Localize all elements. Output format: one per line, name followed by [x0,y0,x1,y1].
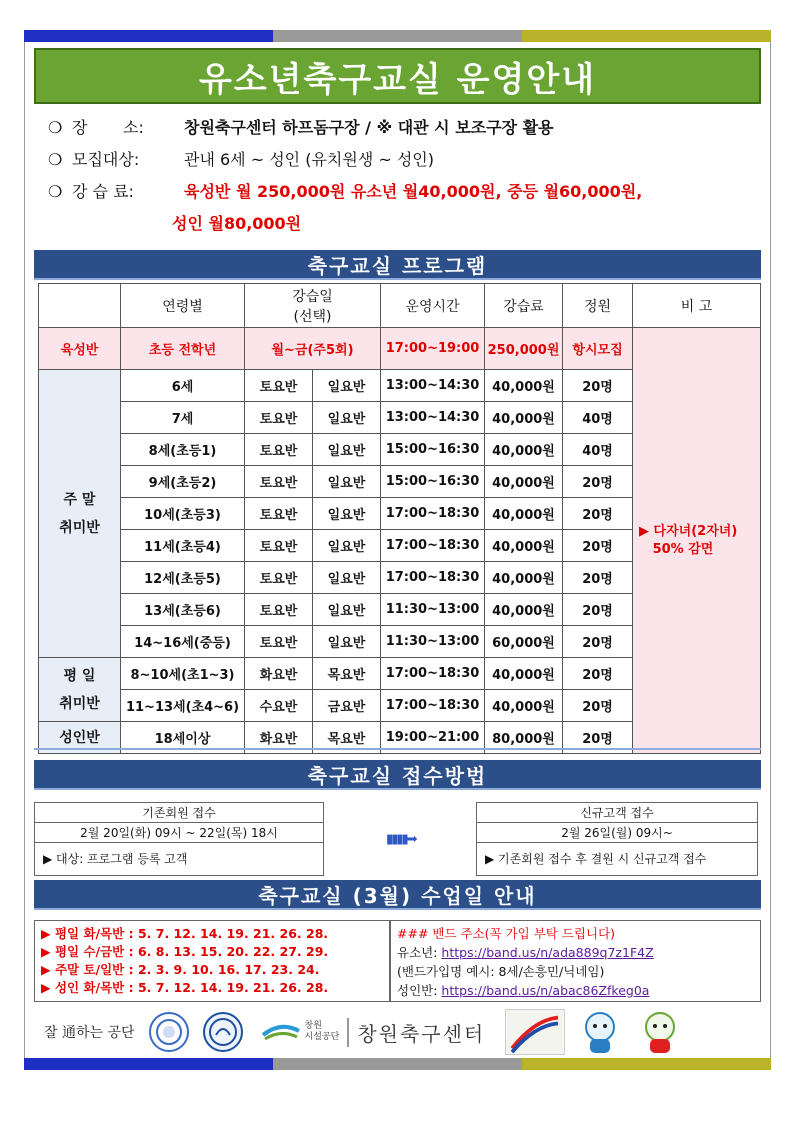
program-table [38,283,761,754]
row-age: 12세(초등5) [121,562,245,594]
bar-blue [24,30,273,42]
band-youth-link[interactable]: https://band.us/n/ada889q7z1F4Z [441,945,654,960]
row-day-a: 토요반 [245,530,313,562]
top-color-bar [24,30,771,42]
program-section-title: 축구교실 프로그램 [307,253,488,278]
bottom-color-bar [24,1058,771,1070]
band-info [390,920,761,1002]
row-time: 19:00~21:00 [381,722,485,754]
weekday-group-label: 평 일 취미반 [39,658,121,722]
existing-member-box [34,802,324,876]
row-day-a: 토요반 [245,466,313,498]
bar-olive [522,30,771,42]
list-item: ▶ 평일 화/목반 : 5. 7. 12. 14. 19. 21. 26. 28. [41,926,329,941]
row-capacity: 20명 [563,594,633,626]
row-day-b: 일요반 [313,466,381,498]
yukseong-group: 육성반 [39,328,121,370]
row-fee: 40,000원 [485,530,563,562]
fee-value-1: 육성반 월 250,000원 유소년 월40,000원, 중등 월60,000원, [184,182,643,201]
row-age: 14~16세(중등) [121,626,245,658]
row-time: 17:00~18:30 [381,690,485,722]
mascot-icon [635,1009,685,1055]
existing-note: ▶ 대상: 프로그램 등록 고객 [43,852,188,866]
row-fee: 80,000원 [485,722,563,754]
bar-blue [24,1058,273,1070]
place-label: 장 소: [72,118,144,137]
header-time: 운영시간 [381,284,485,328]
row-day-b: 목요반 [313,658,381,690]
band-youth-line [397,943,754,962]
bar-olive [522,1058,771,1070]
bullet-icon: ❍ [48,118,63,137]
row-time: 17:00~18:30 [381,530,485,562]
table-header-row [39,284,761,328]
place-value: 창원축구센터 하프돔구장 / ※ 대관 시 보조구장 활용 [184,118,554,137]
yukseong-capacity: 항시모집 [563,328,633,370]
schedule-section-title: 축구교실 (3월) 수업일 안내 [258,883,537,908]
fee-label: 강 습 료: [72,182,134,201]
row-age: 6세 [121,370,245,402]
org-name: 창원축구센터 [347,1018,485,1047]
registration-section-title: 축구교실 접수방법 [307,763,488,788]
header-note: 비 고 [633,284,761,328]
new-customer-box [476,802,758,876]
yukseong-fee: 250,000원 [485,328,563,370]
row-fee: 40,000원 [485,690,563,722]
row-day-a: 토요반 [245,402,313,434]
row-capacity: 20명 [563,722,633,754]
band-youth-label: 유소년: [397,945,442,960]
mascot-icon [575,1009,625,1055]
row-fee: 40,000원 [485,434,563,466]
row-day-b: 일요반 [313,562,381,594]
header-fee: 강습료 [485,284,563,328]
row-time: 13:00~14:30 [381,402,485,434]
row-day-a: 토요반 [245,498,313,530]
row-age: 9세(초등2) [121,466,245,498]
row-capacity: 40명 [563,402,633,434]
yukseong-time: 17:00~19:00 [381,328,485,370]
schedule-section-bar [34,880,761,910]
emblem-icon [203,1012,243,1052]
info-fee-cont [172,214,301,234]
existing-title: 기존회원 접수 [35,803,323,823]
schedule-list [34,920,390,1002]
row-day-b: 일요반 [313,626,381,658]
header-empty [39,284,121,328]
header-age: 연령별 [121,284,245,328]
row-day-a: 토요반 [245,370,313,402]
bar-gray [273,1058,522,1070]
row-time: 15:00~16:30 [381,434,485,466]
row-day-b: 일요반 [313,370,381,402]
row-age: 11~13세(초4~6) [121,690,245,722]
row-fee: 40,000원 [485,370,563,402]
row-fee: 40,000원 [485,658,563,690]
new-title: 신규고객 접수 [477,803,757,823]
row-age: 13세(초등6) [121,594,245,626]
row-day-a: 토요반 [245,626,313,658]
program-section-bar [34,250,761,280]
band-adult-line [397,981,754,1000]
existing-date: 2월 20일(화) 09시 ~ 22일(목) 18시 [35,823,323,843]
row-day-a: 토요반 [245,434,313,466]
bullet-icon: ❍ [48,182,63,201]
band-join-example: (밴드가입명 예시: 8세/손흥민/닉네임) [397,964,605,979]
page-title: 유소년축구교실 운영안내 [198,59,597,100]
row-day-a: 토요반 [245,562,313,594]
registration-section-bar [34,760,761,790]
title-banner [34,48,761,104]
row-age: 8세(초등1) [121,434,245,466]
header-day: 강습일 (선택) [245,284,381,328]
row-capacity: 20명 [563,690,633,722]
row-day-b: 일요반 [313,434,381,466]
target-value: 관내 6세 ~ 성인 (유치원생 ~ 성인) [184,150,435,169]
info-place [48,118,554,138]
weekend-group-label: 주 말 취미반 [39,370,121,658]
new-date: 2월 26일(월) 09시~ [477,823,757,843]
band-adult-label: 성인반: [397,983,442,998]
row-fee: 40,000원 [485,402,563,434]
band-adult-link[interactable]: https://band.us/n/abac86Zfkeg0a [441,983,650,998]
row-capacity: 20명 [563,658,633,690]
row-fee: 40,000원 [485,594,563,626]
org-small-label: 창원 시설공단 [304,1021,340,1042]
row-day-b: 일요반 [313,594,381,626]
table-row-yukseong [39,328,761,370]
row-time: 17:00~18:30 [381,658,485,690]
discount-note: ▶ 다자녀(2자녀) 50% 감면 [633,328,761,754]
row-capacity: 20명 [563,370,633,402]
row-fee: 40,000원 [485,466,563,498]
row-fee: 40,000원 [485,498,563,530]
row-time: 17:00~18:30 [381,498,485,530]
yukseong-day: 월~금(주5회) [245,328,381,370]
row-capacity: 20명 [563,466,633,498]
swoosh-icon [261,1021,301,1043]
row-capacity: 20명 [563,498,633,530]
row-day-a: 토요반 [245,594,313,626]
bullet-icon: ❍ [48,150,63,169]
list-item: ▶ 주말 토/일반 : 2. 3. 9. 10. 16. 17. 23. 24. [41,962,320,977]
band-title: ### 밴드 주소(꼭 가입 부탁 드립니다) [397,926,616,941]
row-capacity: 20명 [563,530,633,562]
row-age: 18세이상 [121,722,245,754]
row-day-a: 화요반 [245,722,313,754]
row-day-b: 일요반 [313,498,381,530]
row-time: 11:30~13:00 [381,626,485,658]
row-time: 13:00~14:30 [381,370,485,402]
info-target [48,150,434,170]
bar-gray [273,30,522,42]
seal-icon [149,1012,189,1052]
row-time: 15:00~16:30 [381,466,485,498]
row-day-b: 목요반 [313,722,381,754]
row-fee: 60,000원 [485,626,563,658]
row-capacity: 20명 [563,562,633,594]
row-age: 10세(초등3) [121,498,245,530]
row-day-a: 화요반 [245,658,313,690]
row-age: 11세(초등4) [121,530,245,562]
row-capacity: 40명 [563,434,633,466]
row-age: 7세 [121,402,245,434]
footer [34,1008,761,1056]
info-fee [48,182,642,202]
row-fee: 40,000원 [485,562,563,594]
new-note: ▶ 기존회원 접수 후 결원 시 신규고객 접수 [485,852,707,866]
row-age: 8~10세(초1~3) [121,658,245,690]
adult-group-label: 성인반 [39,722,121,754]
row-capacity: 20명 [563,626,633,658]
yukseong-age: 초등 전학년 [121,328,245,370]
row-day-a: 수요반 [245,690,313,722]
header-capacity: 정원 [563,284,633,328]
slogan-logo: 잘 通하는 공단 [44,1025,135,1041]
row-day-b: 일요반 [313,402,381,434]
list-item: ▶ 평일 수/금반 : 6. 8. 13. 15. 20. 22. 27. 29. [41,944,329,959]
flag-picture-icon [505,1009,565,1055]
row-day-b: 금요반 [313,690,381,722]
section-divider [34,748,761,750]
target-label: 모집대상: [72,150,140,169]
row-day-b: 일요반 [313,530,381,562]
row-time: 17:00~18:30 [381,562,485,594]
list-item: ▶ 성인 화/목반 : 5. 7. 12. 14. 19. 21. 26. 28. [41,980,329,995]
row-time: 11:30~13:00 [381,594,485,626]
fee-value-2: 성인 월80,000원 [172,214,302,233]
right-arrow-icon: ▮▮▮▮➡ [386,832,416,847]
